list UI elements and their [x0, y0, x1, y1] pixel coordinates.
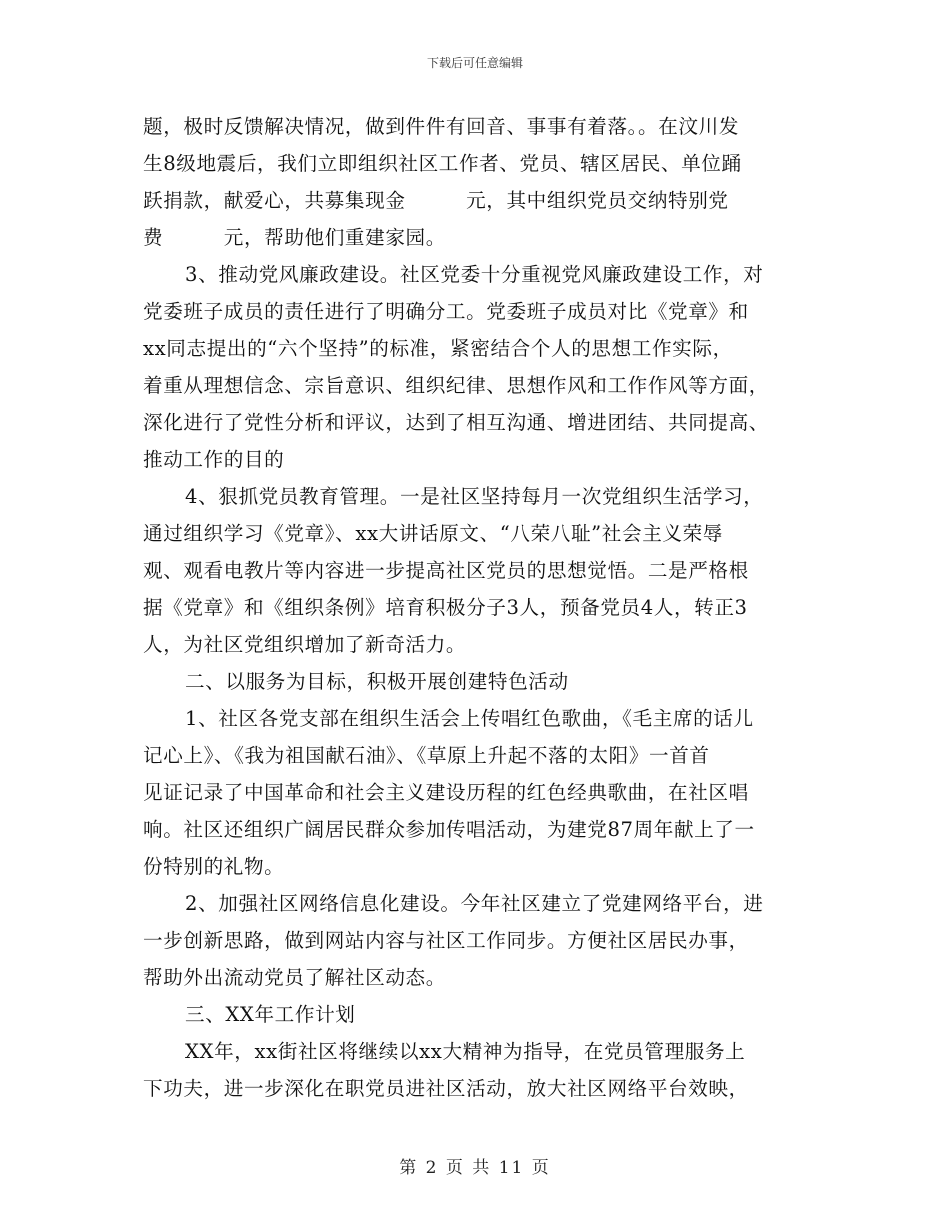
- paragraph-line: 着重从理想信念、宗旨意识、组织纪律、思想作风和工作作风等方面，: [143, 374, 770, 397]
- paragraph-line: 份特别的礼物。: [143, 855, 285, 878]
- paragraph-line: 帮助外出流动党员了解社区动态。: [143, 966, 446, 989]
- page-header-note: 下载后可任意编辑: [426, 56, 523, 70]
- paragraph-first-line: 二、以服务为目标，积极开展创建特色活动: [185, 670, 569, 693]
- page-number-footer: 第 2 页 共 11 页: [399, 1158, 551, 1178]
- paragraph-line: 观、观看电教片等内容进一步提高社区党员的思想觉悟。二是严格根: [143, 559, 749, 582]
- paragraph-line: 党委班子成员的责任进行了明确分工。党委班子成员对比《党章》和: [143, 300, 749, 323]
- paragraph-first-line: 4、狠抓党员教育管理。一是社区坚持每月一次党组织生活学习，: [185, 485, 764, 508]
- paragraph-first-line: 2、加强社区网络信息化建设。今年社区建立了党建网络平台，进: [185, 892, 764, 915]
- paragraph-line: 一步创新思路，做到网站内容与社区工作同步。方便社区居民办事，: [143, 929, 749, 952]
- paragraph-first-line: 3、推动党风廉政建设。社区党委十分重视党风廉政建设工作，对: [185, 263, 764, 286]
- paragraph-line: 题，极时反馈解决情况，做到件件有回音、事事有着落。。在汶川发: [143, 115, 740, 138]
- paragraph-line: 生8级地震后，我们立即组织社区工作者、党员、辖区居民、单位踊: [143, 152, 742, 175]
- paragraph-line: 人，为社区党组织增加了新奇活力。: [143, 633, 467, 656]
- paragraph-first-line: XX年，xx街社区将继续以xx大精神为指导，在党员管理服务上: [185, 1040, 746, 1063]
- paragraph-first-line: 三、XX年工作计划: [185, 1003, 356, 1026]
- paragraph-line: 跃捐款，献爱心，共募集现金 元，其中组织党员交纳特别党: [143, 189, 729, 212]
- paragraph-line: 据《党章》和《组织条例》培育积极分子3人，预备党员4人，转正3: [143, 596, 748, 619]
- paragraph-line: xx同志提出的“六个坚持”的标准，紧密结合个人的思想工作实际，: [143, 337, 733, 360]
- paragraph-line: 通过组织学习《党章》、xx大讲话原文、“八荣八耻”社会主义荣辱: [143, 522, 723, 545]
- paragraph-line: 见证记录了中国革命和社会主义建设历程的红色经典歌曲，在社区唱: [143, 781, 749, 804]
- paragraph-line: 推动工作的目的: [143, 448, 285, 471]
- paragraph-line: 记心上》、《我为祖国献石油》、《草原上升起不落的太阳》一首首: [143, 744, 710, 767]
- paragraph-line: 费 元，帮助他们重建家园。: [143, 226, 446, 249]
- document-body: [143, 108, 805, 1107]
- paragraph-line: 深化进行了党性分析和评议，达到了相互沟通、增进团结、共同提高、: [143, 411, 770, 434]
- paragraph-first-line: 1、社区各党支部在组织生活会上传唱红色歌曲，《毛主席的话儿: [185, 707, 754, 730]
- paragraph-line: 下功夫，进一步深化在职党员进社区活动，放大社区网络平台效映，: [143, 1077, 749, 1100]
- paragraph-line: 响。社区还组织广阔居民群众参加传唱活动，为建党87周年献上了一: [143, 818, 755, 841]
